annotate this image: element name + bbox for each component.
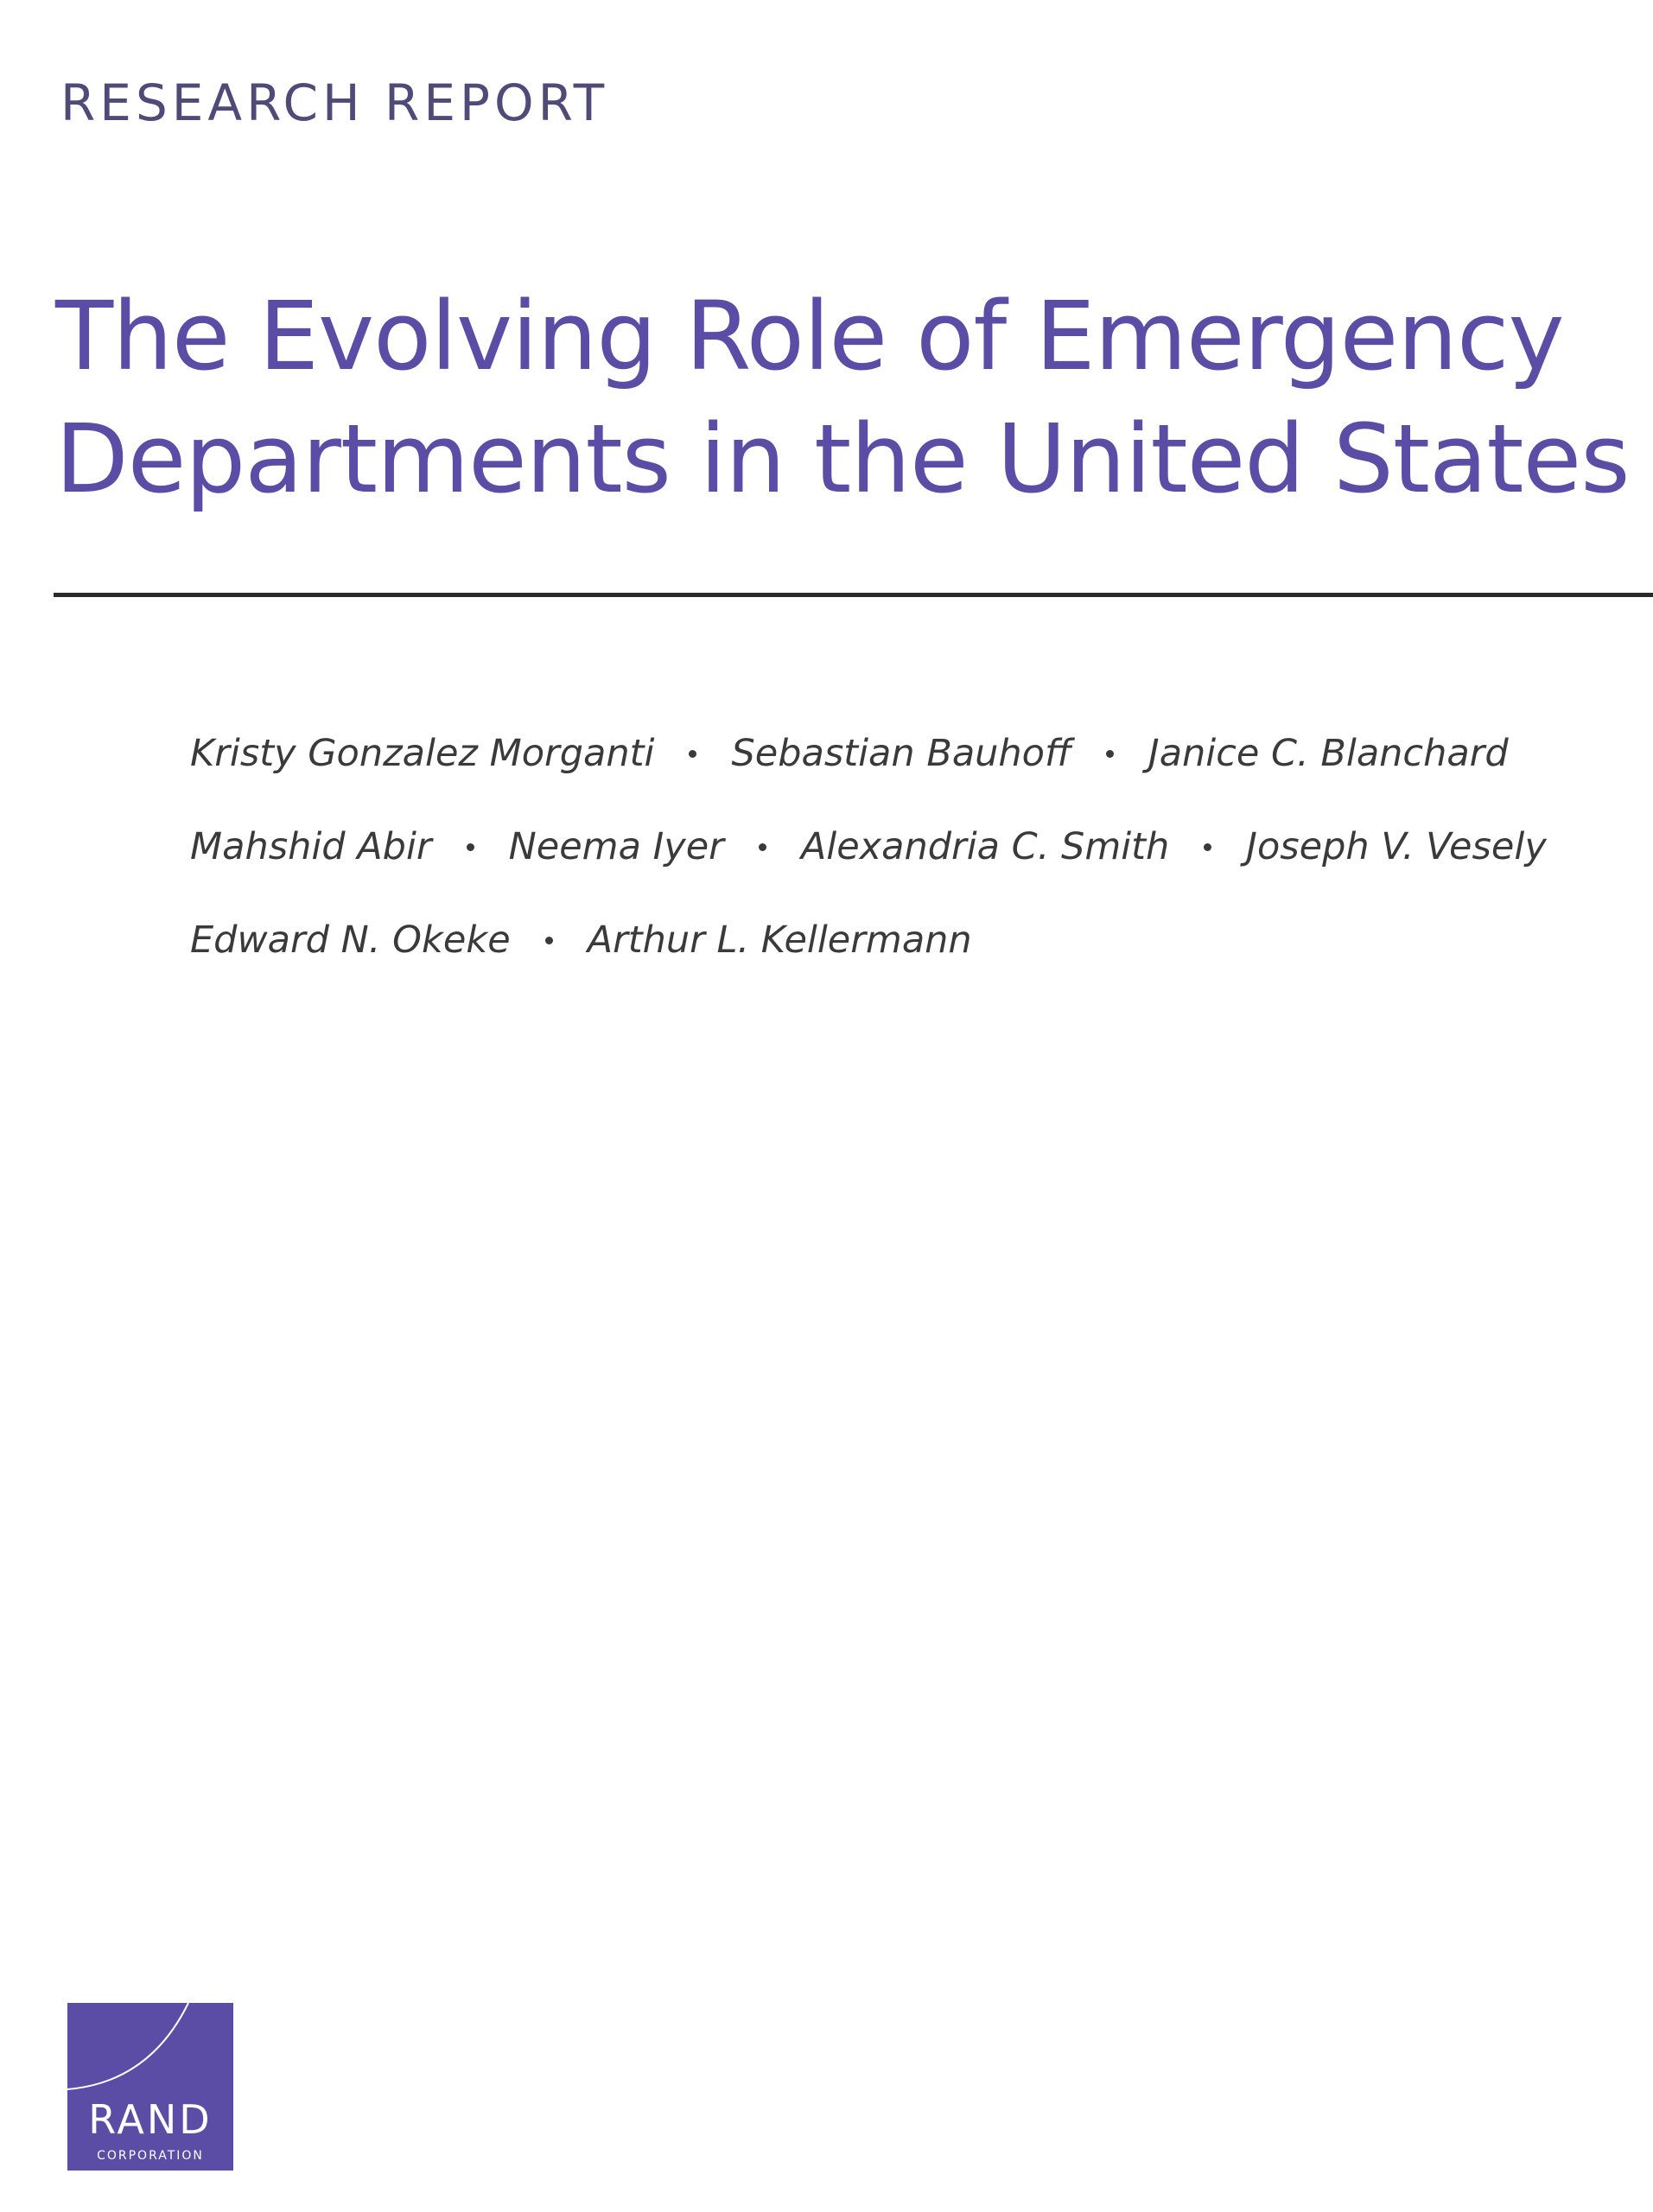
logo-wordmark: RAND [88,2096,213,2143]
bullet-separator [689,750,696,758]
report-title-line-2: Departments in the United States [55,404,1630,514]
author-line-3 [190,893,1573,987]
author-list [190,707,1573,987]
report-series-label: RESEARCH REPORT [60,73,609,132]
author-line-2 [190,800,1573,893]
bullet-separator [1106,750,1114,758]
bullet-separator [759,843,766,851]
bullet-separator [467,843,474,851]
author-name: Mahshid Abir [190,825,432,868]
author-name: Joseph V. Vesely [1246,825,1547,868]
author-name: Janice C. Blanchard [1148,732,1509,775]
report-title-line-1: The Evolving Role of Emergency [55,281,1564,391]
author-name: Alexandria C. Smith [800,825,1170,868]
report-title [55,275,1630,520]
rand-logo [67,2003,233,2171]
author-name: Neema Iyer [508,825,724,868]
author-name: Edward N. Okeke [190,918,511,962]
title-divider [54,593,1653,597]
author-name: Sebastian Bauhoff [731,732,1072,775]
author-line-1 [190,707,1573,800]
bullet-separator [545,937,553,944]
logo-subtitle: CORPORATION [97,2149,204,2163]
bullet-separator [1204,843,1211,851]
author-name: Arthur L. Kellermann [587,918,972,962]
author-name: Kristy Gonzalez Morganti [190,732,655,775]
logo-arc [67,2003,233,2171]
